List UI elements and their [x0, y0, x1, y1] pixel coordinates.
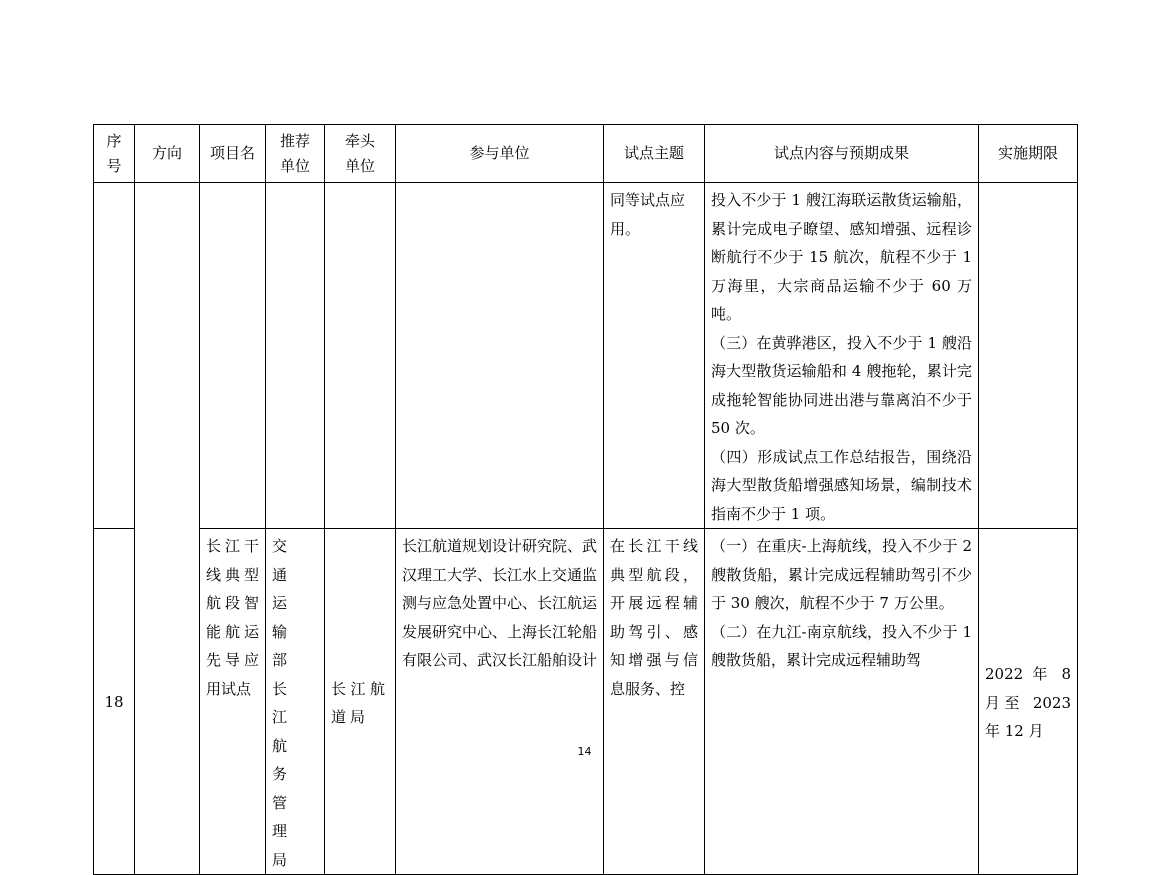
cell-seq-18: 18: [94, 529, 135, 875]
header-theme: 试点主题: [604, 125, 705, 183]
header-recommend: 推荐 单位: [266, 125, 325, 183]
cell-project-continued: [200, 183, 266, 529]
table-header-row: [94, 125, 1078, 183]
header-seq: 序 号: [94, 125, 135, 183]
header-content: 试点内容与预期成果: [705, 125, 979, 183]
cell-content-continued: 投入不少于 1 艘江海联运散货运输船，累计完成电子瞭望、感知增强、远程诊断航行不少于 15 航次，航程不少于 1 万海里，大宗商品运输不少于 60 万吨。 （三）在黄骅港区，投入不少于 1 艘沿海大型散货运输船和 4 艘拖轮，累计完成拖轮智能协同进出港与靠离泊不少于 50 次。 （四）形成试点工作总结报告，围绕沿海大型散货船增强感知场景，编制技术指南不少于 1 项。: [705, 183, 979, 529]
cell-period-continued: [979, 183, 1078, 529]
cell-period-18: 2022 年 8 月至 2023 年 12 月: [979, 529, 1078, 875]
cell-seq-continued: [94, 183, 135, 529]
cell-lead-18: 长江航道局: [325, 529, 396, 875]
table-row-continued: [94, 183, 1078, 529]
cell-theme-18: 在长江干线典型航段，开展远程辅助驾引、感知增强与信息服务、控: [604, 529, 705, 875]
table-row-18: [94, 529, 1078, 875]
cell-lead-continued: [325, 183, 396, 529]
cell-project-18: 长江干线典型航段智能航运先导应用试点: [200, 529, 266, 875]
header-project: 项目名: [200, 125, 266, 183]
cell-participants-continued: [396, 183, 604, 529]
cell-participants-18: 长江航道规划设计研究院、武汉理工大学、长江水上交通监测与应急处置中心、长江航运发展研究中心、上海长江轮船有限公司、武汉长江船舶设计: [396, 529, 604, 875]
cell-recommend-continued: [266, 183, 325, 529]
pilot-projects-table: [93, 124, 1078, 875]
header-period: 实施期限: [979, 125, 1078, 183]
cell-direction: [135, 183, 200, 875]
header-participants: 参与单位: [396, 125, 604, 183]
cell-recommend-18: 交通运输部长江航务管理局: [266, 529, 325, 875]
header-direction: 方向: [135, 125, 200, 183]
header-lead: 牵头 单位: [325, 125, 396, 183]
page-number: 14: [577, 745, 592, 758]
cell-content-18: （一）在重庆-上海航线，投入不少于 2 艘散货船，累计完成远程辅助驾引不少于 30 艘次，航程不少于 7 万公里。 （二）在九江-南京航线，投入不少于 1 艘散货船，累计完成远程辅助驾: [705, 529, 979, 875]
cell-theme-continued: 同等试点应 用。: [604, 183, 705, 529]
